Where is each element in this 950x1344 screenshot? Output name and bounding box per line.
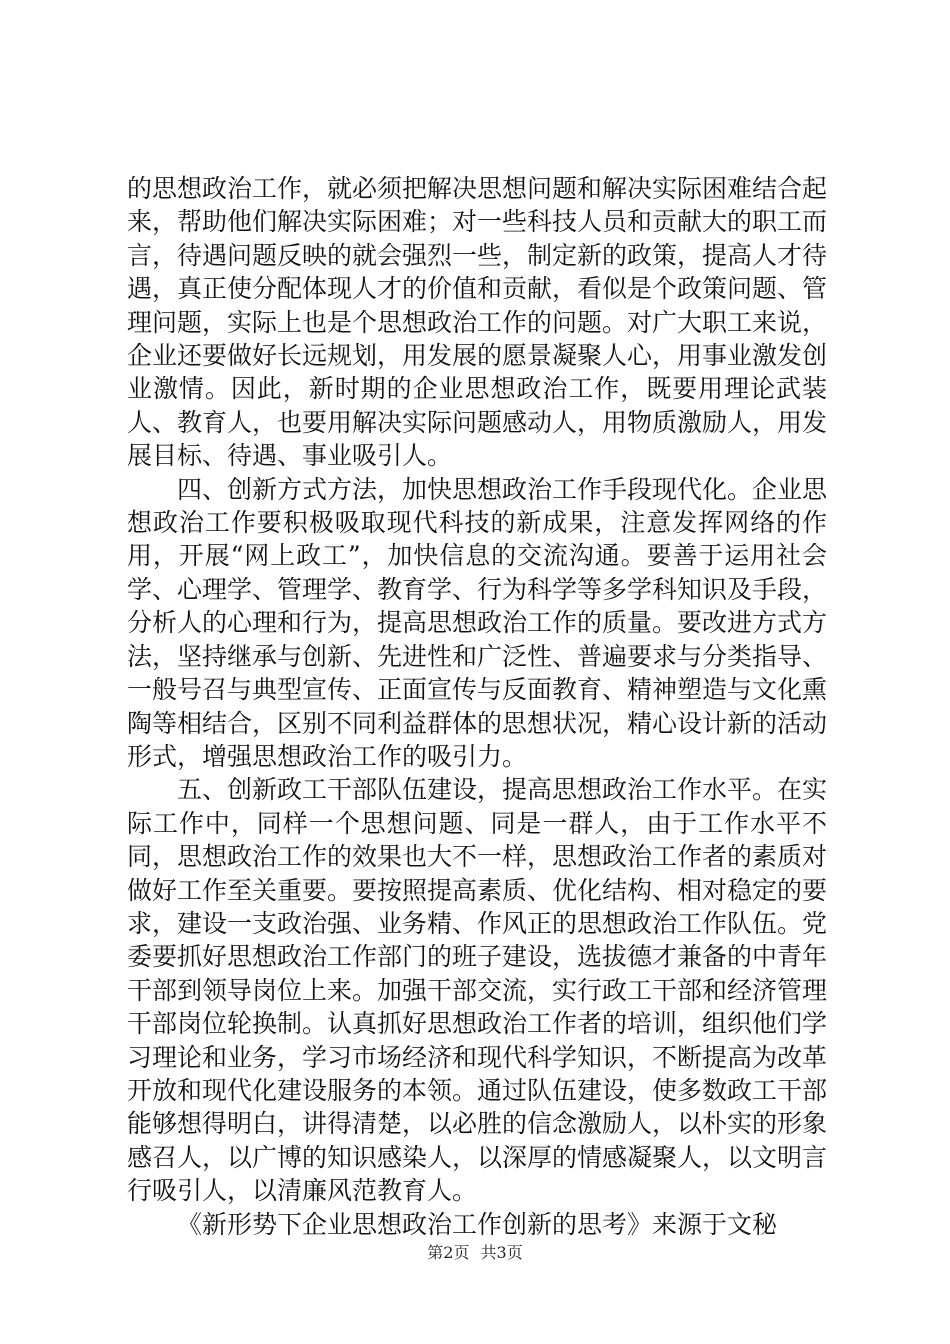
paragraph-section-five: 五、创新政工干部队伍建设，提高思想政治工作水平。在实际工作中，同样一个思想问题、同是一群人，由于工作水平不同，思想政治工作的效果也大不一样，思想政治工作者的素质对做好工作至关重要。要按照提高素质、优化结构、相对稳定的要求，建设一支政治强、业务精、作风正的思想政治工作队伍。党委要抓好思想政治工作部门的班子建设，选拔德才兼备的中青年干部到领导岗位上来。加强干部交流，实行政工干部和经济管理干部岗位轮换制。认真抓好思想政治工作者的培训，组织他们学习理论和业务，学习市场经济和现代科学知识，不断提高为改革开放和现代化建设服务的本领。通过队伍建设，使多数政工干部能够想得明白，讲得清楚，以必胜的信念激励人，以朴实的形象感召人，以广博的知识感染人，以深厚的情感凝聚人，以文明言行吸引人，以清廉风范教育人。 [127,775,828,1206]
page-number: 第2页 [427,1243,470,1262]
page-total: 共3页 [480,1243,523,1262]
page-footer [0,1240,950,1263]
paragraph-continuation: 的思想政治工作，就必须把解决思想问题和解决实际困难结合起来，帮助他们解决实际困难；对一些科技人员和贡献大的职工而言，待遇问题反映的就会强烈一些，制定新的政策，提高人才待遇，真正使分配体现人才的价值和贡献，看似是个政策问题、管理问题，实际上也是个思想政治工作的问题。对广大职工来说，企业还要做好长远规划，用发展的愿景凝聚人心，用事业激发创业激情。因此，新时期的企业思想政治工作，既要用理论武装人、教育人，也要用解决实际问题感动人，用物质激励人，用发展目标、待遇、事业吸引人。 [127,174,828,471]
paragraph-source-note: 《新形势下企业思想政治工作创新的思考》来源于文秘 [177,1209,778,1239]
paragraph-section-four: 四、创新方式方法，加快思想政治工作手段现代化。企业思想政治工作要积极吸取现代科技的新成果，注意发挥网络的作用，开展“网上政工”，加快信息的交流沟通。要善于运用社会学、心理学、管理学、教育学、行为科学等多学科知识及手段，分析人的心理和行为，提高思想政治工作的质量。要改进方式方法，坚持继承与创新、先进性和广泛性、普遍要求与分类指导、一般号召与典型宣传、正面宣传与反面教育、精神塑造与文化熏陶等相结合，区别不同利益群体的思想状况，精心设计新的活动形式，增强思想政治工作的吸引力。 [127,474,828,771]
document-body [127,172,827,1241]
